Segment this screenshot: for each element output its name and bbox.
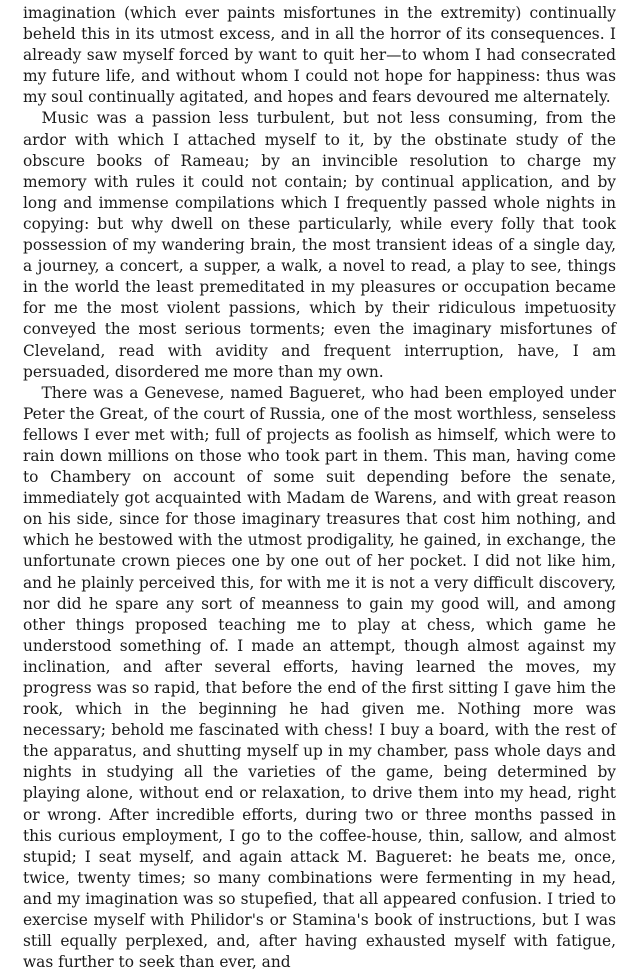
page-body	[23, 3, 616, 973]
paragraph-bagueret: There was a Genevese, named Bagueret, who had been employed under Peter the Great, of the court of Russia, one of the most worthless, senseless fellows I ever met with; full of projects as foolish as himself, which were to rain down millions on those who took part in them. This man, having come to Chambery on account of some suit depending before the senate, immediately got acquainted with Madam de Warens, and with great reason on his side, since for those imaginary treasures that cost him nothing, and which he bestowed with the utmost prodigality, he gained, in exchange, the unfortunate crown pieces one by one out of her pocket. I did not like him, and he plainly perceived this, for with me it is not a very difficult discovery, nor did he spare any sort of meanness to gain my good will, and among other things proposed teaching me to play at chess, which game he understood something of. I made an attempt, though almost against my inclination, and after several efforts, having learned the moves, my progress was so rapid, that before the end of the first sitting I gave him the rook, which in the beginning he had given me. Nothing more was necessary; behold me fascinated with chess! I buy a board, with the rest of the apparatus, and shutting myself up in my chamber, pass whole days and nights in studying all the varieties of the game, being determined by playing alone, without end or relaxation, to drive them into my head, right or wrong. After incredible efforts, during two or three months passed in this curious employment, I go to the coffee-house, thin, sallow, and almost stupid; I seat myself, and again attack M. Bagueret: he beats me, once, twice, twenty times; so many combinations were fermenting in my head, and my imagination was so stupefied, that all appeared confusion. I tried to exercise myself with Philidor's or Stamina's book of instructions, but I was still equally perplexed, and, after having exhausted myself with fatigue, was further to seek than ever, and	[23, 383, 616, 972]
paragraph-music: Music was a passion less turbulent, but not less consuming, from the ardor with which I attached myself to it, by the obstinate study of the obscure books of Rameau; by an invincible resolution to charge my memory with rules it could not contain; by continual application, and by long and immense compilations which I frequently passed whole nights in copying: but why dwell on these particularly, while every folly that took possession of my wandering brain, the most transient ideas of a single day, a journey, a concert, a supper, a walk, a novel to read, a play to see, things in the world the least premeditated in my pleasures or occupation became for me the most violent passions, which by their ridiculous impetuosity conveyed the most serious torments; even the imaginary misfortunes of Cleveland, read with avidity and frequent interruption, have, I am persuaded, disordered me more than my own.	[23, 109, 616, 381]
paragraph-continuation: imagination (which ever paints misfortunes in the extremity) continually beheld this in its utmost excess, and in all the horror of its consequences. I already saw myself forced by want to quit her—to whom I had consecrated my future life, and without whom I could not hope for happiness: thus was my soul continually agitated, and hopes and fears devoured me alternately.	[23, 4, 616, 107]
